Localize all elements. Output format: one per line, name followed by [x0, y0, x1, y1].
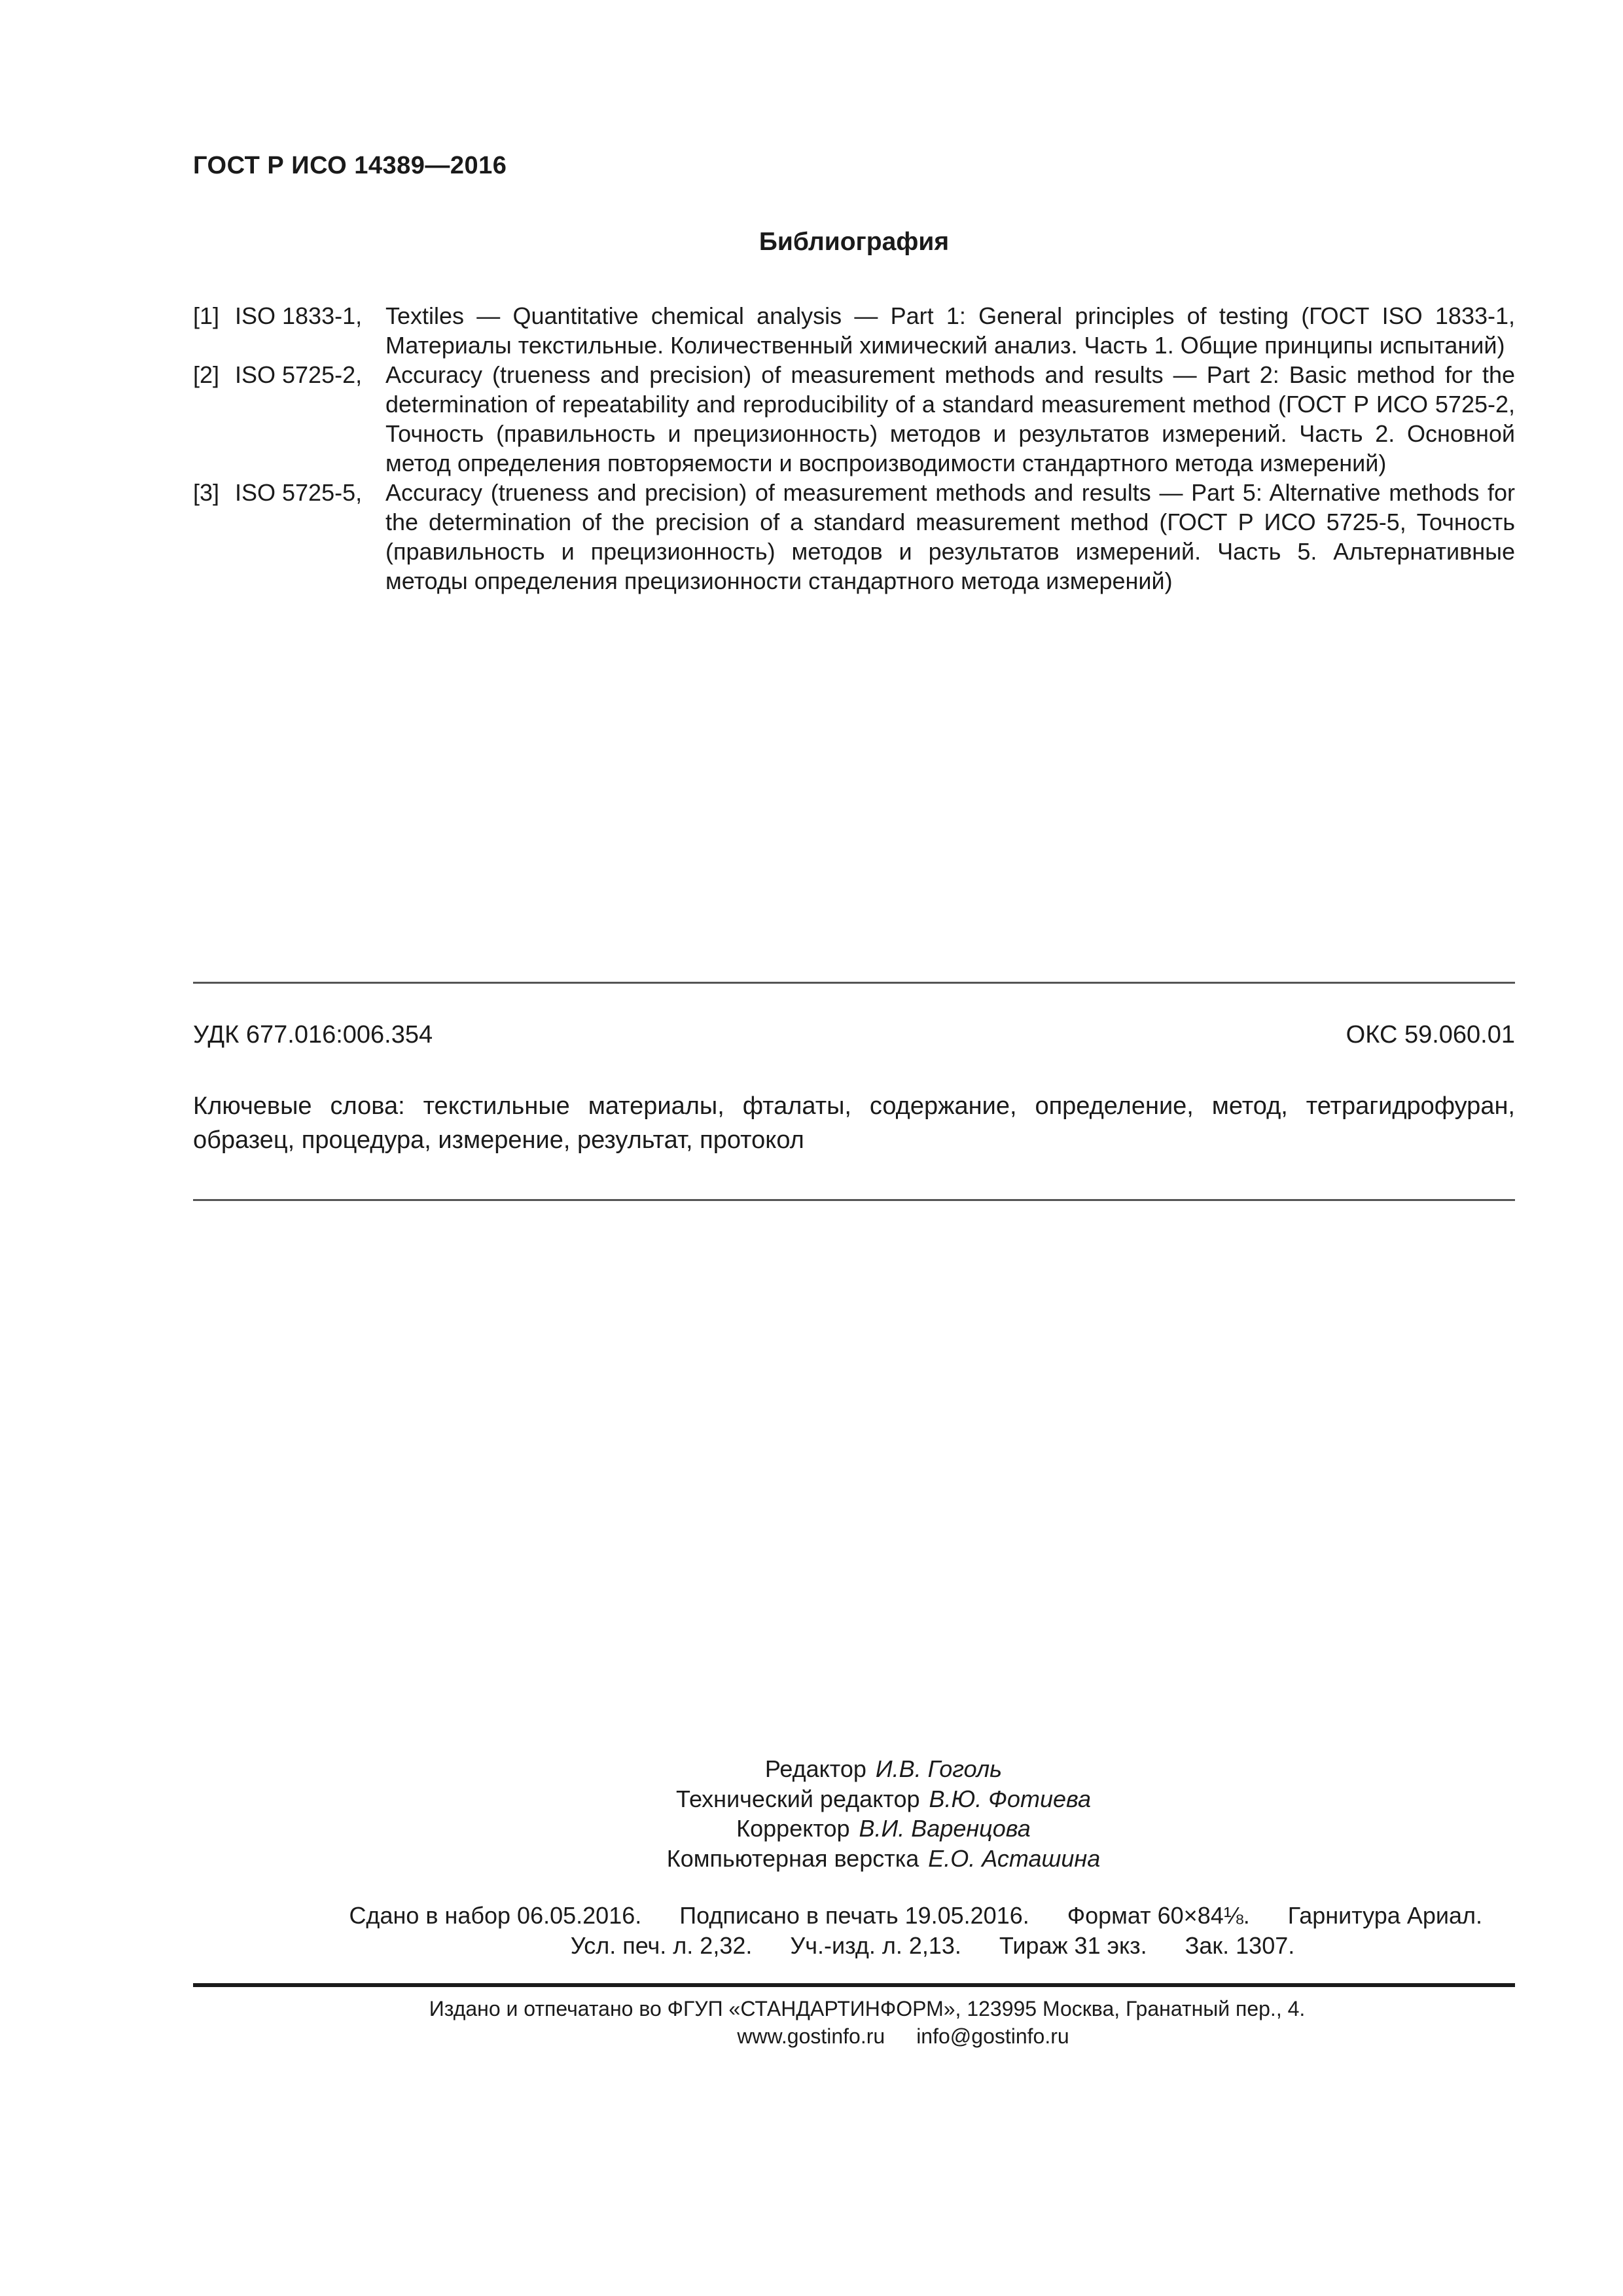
entry-text: Accuracy (trueness and precision) of measurement methods and results — Part 2: Basic method for the determination of repeatability and reproducibility of a standard measurement method (ГОСТ Р ИСО 5725-2, Точность (правильность и прецизионность) методов и результатов измерений. Часть 2. Основной метод определения повторяемости и воспроизводимости стандартного метода измерений) [385, 361, 1515, 476]
entry-reference: ISO 1833-1, [235, 302, 363, 329]
credit-name: В.И. Варенцова [859, 1815, 1031, 1842]
credit-role: Компьютерная верстка [666, 1844, 919, 1872]
credit-line [0, 1754, 1623, 1784]
credit-line [0, 1844, 1623, 1874]
circulation: Тираж 31 экз. [999, 1932, 1147, 1959]
divider-top [193, 982, 1515, 984]
submitted-date: Сдано в набор 06.05.2016. [349, 1902, 642, 1929]
publication-sheets: Уч.-изд. л. 2,13. [790, 1932, 961, 1959]
paper-format: Формат 60×84⅛. [1067, 1902, 1250, 1929]
credit-role: Корректор [736, 1815, 850, 1842]
entry-number: [2] [193, 361, 220, 388]
publisher-contacts [193, 2022, 1515, 2050]
document-code: ГОСТ Р ИСО 14389—2016 [193, 152, 507, 179]
order-number: Зак. 1307. [1185, 1932, 1295, 1959]
entry-reference: ISO 5725-5, [235, 479, 363, 506]
divider-bottom [193, 1199, 1515, 1201]
bibliography-entry [193, 360, 1515, 478]
divider-publisher [193, 1983, 1515, 1987]
print-sheets: Усл. печ. л. 2,32. [570, 1932, 753, 1959]
credit-line [0, 1784, 1623, 1814]
bibliography-title: Библиография [758, 228, 950, 256]
keywords: Ключевые слова: текстильные материалы, фталаты, содержание, определение, метод, тетрагидрофуран, образец, процедура, измерение, результат, протокол [193, 1092, 1515, 1154]
print-info-line [193, 1901, 1515, 1931]
credits-block [0, 1754, 1623, 1873]
print-info [193, 1901, 1515, 1961]
publisher-address: Издано и отпечатано во ФГУП «СТАНДАРТИНФОРМ», 123995 Москва, Гранатный пер., 4. [429, 1997, 1306, 2020]
udk-code: УДК 677.016:006.354 [193, 1021, 433, 1049]
publisher-email-link[interactable]: info@gostinfo.ru [916, 2024, 1069, 2048]
publisher-block [193, 1995, 1515, 2050]
credit-role: Редактор [764, 1755, 866, 1782]
oks-code: ОКС 59.060.01 [1346, 1021, 1515, 1049]
bibliography-entry [193, 478, 1515, 596]
credit-name: Е.О. Асташина [928, 1844, 1101, 1872]
bibliography-list [193, 301, 1515, 596]
entry-reference: ISO 5725-2, [235, 361, 363, 388]
credit-line [0, 1814, 1623, 1844]
entry-text: Textiles — Quantitative chemical analysis — Part 1: General principles of testing (ГОСТ ISO 1833-1, Материалы текстильные. Количественный химический анализ. Часть 1. Общие принципы испытаний) [385, 302, 1515, 359]
bibliography-entry [193, 301, 1515, 360]
typeface: Гарнитура Ариал. [1287, 1902, 1482, 1929]
credit-name: И.В. Гоголь [875, 1755, 1003, 1782]
credit-role: Технический редактор [675, 1785, 920, 1812]
signed-date: Подписано в печать 19.05.2016. [679, 1902, 1029, 1929]
entry-number: [1] [193, 302, 220, 329]
credit-name: В.Ю. Фотиева [929, 1785, 1092, 1812]
print-info-line [193, 1931, 1515, 1961]
entry-text: Accuracy (trueness and precision) of measurement methods and results — Part 5: Alternative methods for the determination of the precision of a standard measurement method (ГОСТ Р ИСО 5725-5, Точность (правильность и прецизионность) методов и результатов измерений. Часть 5. Альтернативные методы определения прецизионности стандартного метода измерений) [385, 479, 1515, 594]
publisher-website-link[interactable]: www.gostinfo.ru [737, 2024, 885, 2048]
entry-number: [3] [193, 479, 220, 506]
